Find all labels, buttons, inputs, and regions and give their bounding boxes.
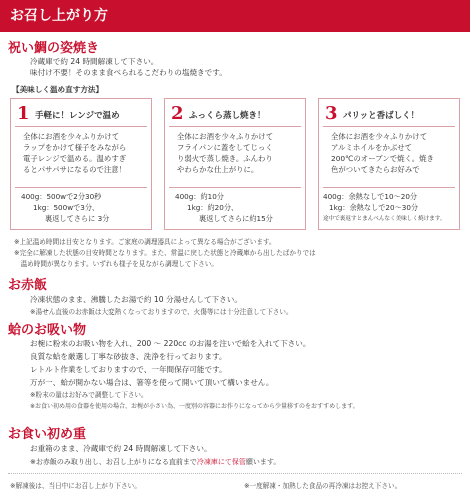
desc-line: るとパサパサになるので注意！	[23, 165, 127, 174]
divider	[15, 126, 147, 127]
sekihan-title: お赤飯	[8, 278, 48, 293]
desc-line: やわらかな仕上がりに。	[177, 165, 259, 174]
sekihan-note: ※湯せん直後のお赤飯は大変熱くなっておりますので、火傷等には十分注意して下さい。	[30, 308, 293, 316]
suimono-line-4: 万が一、蛤が開かない場合は、箸等を使って開いて頂いて構いません。	[30, 378, 274, 387]
method-box-microwave	[10, 98, 152, 230]
time-line: 1kg：余熱なしで20～30分	[329, 203, 419, 212]
suimono-note-2: ※お食い初め用の食器を使用の場合、お椀が小さい為、一度別の容器にお作りになってから少量移すのをおすすめします。	[30, 403, 359, 410]
divider	[169, 187, 301, 188]
method-number: 2	[171, 103, 184, 124]
method-box-oven	[318, 98, 460, 230]
ojuu-note	[30, 457, 280, 468]
desc-line: フライパンに蓋をしてじっく	[177, 143, 273, 152]
time-line: 1kg：500wで3分、	[33, 203, 100, 212]
method-number: 3	[325, 103, 338, 124]
method-desc	[177, 131, 273, 175]
method-box-steam	[164, 98, 306, 230]
tai-note-2: ※完全に解凍した状態の目安時間となります。また、常温に戻した状態と冷蔵庫から出したばかりでは	[14, 249, 316, 257]
method-desc	[23, 131, 126, 175]
desc-line: 全体にお酒を少々ふりかけて	[177, 132, 274, 141]
ojuu-line: お重箱のまま、冷蔵庫で約 24 時間解凍して下さい。	[30, 444, 212, 453]
footer-right-note: ※一度解凍・加熱した食品の再冷凍はお控え下さい。	[244, 482, 402, 490]
method-title: パリッと香ばしく！	[343, 111, 420, 121]
page-header	[0, 0, 470, 32]
time-line: 裏返してさらに 3分	[45, 214, 110, 223]
time-line: 1kg：約20分、	[187, 203, 239, 212]
method-desc	[331, 131, 434, 175]
divider	[323, 126, 455, 127]
tai-note-1: ※上記温め時間は目安となります。ご家庭の調理器具によって異なる場合がございます。	[14, 238, 276, 246]
desc-line: 全体にお酒を少々ふりかけて	[23, 132, 120, 141]
page-title: お召し上がり方	[10, 8, 108, 24]
method-title: ふっくら蒸し焼き！	[189, 111, 266, 121]
ojuu-note-post: 願います。	[245, 458, 281, 466]
suimono-title: 蛤のお吸い物	[8, 323, 87, 338]
reheat-subhead: 【美味しく温め直す方法】	[12, 85, 104, 94]
method-title: 手軽に！レンジで温め	[35, 111, 120, 121]
desc-line: ラップをかけて様子をみながら	[23, 143, 127, 152]
time-line: 400g：約10分	[175, 192, 224, 201]
tai-note-3: 温め時間が異なります。いずれも様子を見ながら調理して下さい。	[14, 260, 218, 268]
desc-line: 全体にお酒を少々ふりかけて	[331, 132, 428, 141]
desc-line: 200℃のオーブンで焼く。焼き	[331, 154, 434, 163]
suimono-note-1: ※粉末の量はお好みで調整して下さい。	[30, 391, 148, 399]
divider	[15, 187, 147, 188]
ojuu-title: お食い初め重	[8, 427, 87, 442]
suimono-line-1: お椀に粉末のお吸い物を入れ、200 ～ 220cc のお湯を注いで蛤を入れて下さい。	[30, 339, 311, 348]
footer-left-note: ※解凍後は、当日中にお召し上がり下さい。	[10, 482, 141, 490]
time-note: 途中で裏返すとまんべんなく美味しく焼けます。	[323, 216, 446, 222]
tai-title: 祝い鯛の姿焼き	[8, 41, 100, 56]
time-line: 400g：500wで2分30秒	[21, 192, 102, 201]
desc-line: 色がついてきたらお好みで	[331, 165, 420, 174]
desc-line: 電子レンジで温める。温めすぎ	[23, 154, 127, 163]
tai-line-1: 冷蔵庫で約 24 時間解凍して下さい。	[30, 57, 159, 66]
desc-line: アルミホイルをかぶせて	[331, 143, 413, 152]
ojuu-note-highlight: 冷凍庫にて保管	[196, 458, 246, 466]
suimono-line-2: 良質な蛤を厳選し丁寧な砂抜き、洗浄を行っております。	[30, 352, 227, 361]
time-line: 裏返してさらに約15分	[199, 214, 273, 223]
divider	[323, 187, 455, 188]
method-number: 1	[17, 103, 30, 124]
ojuu-note-pre: ※お赤飯のみ取り出し、お召し上がりになる直前まで	[30, 458, 197, 466]
footer-divider	[8, 473, 462, 474]
time-line: 400g：余熱なしで10～20分	[323, 192, 418, 201]
suimono-line-3: レトルト作業をしておりますので、一年間保存可能です。	[30, 365, 227, 374]
desc-line: り弱火で蒸し焼き。ふんわり	[177, 154, 273, 163]
tai-line-2: 味付け不要！そのまま食べられるこだわりの塩焼きです。	[30, 68, 227, 77]
divider	[169, 126, 301, 127]
sekihan-line: 冷凍状態のまま、沸騰したお湯で約 10 分湯せんして下さい。	[30, 295, 242, 304]
